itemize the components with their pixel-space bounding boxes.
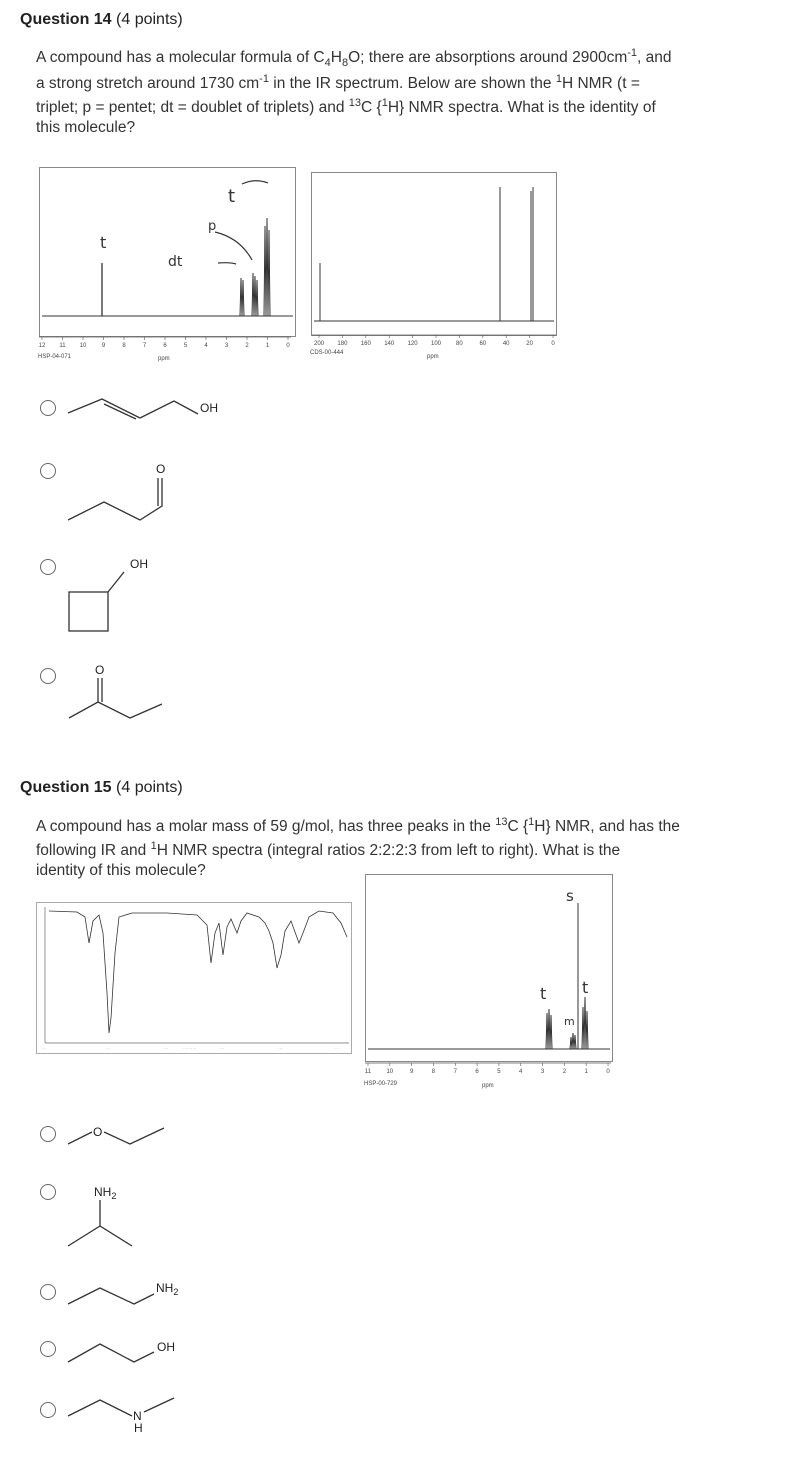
q14-hnmr-tick-label: 2 <box>245 343 249 349</box>
annotation-dt: dt <box>168 254 183 270</box>
annotation-arrow-p <box>215 232 252 260</box>
q14-cnmr-tick-label: 60 <box>479 341 487 347</box>
q14-cnmr-xlabel: ppm <box>427 354 439 360</box>
peaks-alkyl <box>240 218 270 316</box>
q14-cnmr-tick-label: 100 <box>430 341 442 347</box>
annotation-p: p <box>208 219 217 234</box>
ir-trace <box>49 911 347 1033</box>
q14-cnmr-ticks <box>314 335 555 347</box>
q15-prompt: A compound has a molar mass of 59 g/mol, has three peaks in the $^{13}$C {$^1$H} NMR, and has the following IR and $^1$H NMR spectra (integral ratios 2:2:2:3 from left to right). What is the identity of this molecule? <box>36 815 680 879</box>
q14-title: Question 14 (4 points) <box>20 11 183 28</box>
q14-hnmr-ticks <box>39 337 291 349</box>
q15-hnmr-tick-label: 3 <box>540 1069 545 1075</box>
q14-hnmr-tick-label: 6 <box>163 343 167 349</box>
q14-hnmr-plot <box>40 168 295 336</box>
svg-text:····: ···· <box>163 1046 169 1051</box>
q14-hnmr-tick-label: 4 <box>204 343 208 349</box>
svg-text:····: ···· <box>219 1046 225 1051</box>
q15-hnmr-tick-label: 7 <box>453 1069 457 1075</box>
q15-ir-plot <box>37 903 351 1053</box>
q14-cnmr-tick-label: 0 <box>551 341 555 347</box>
q15-option-1-structure <box>62 1116 182 1156</box>
amine-n-label: N <box>133 1409 142 1423</box>
q14-hnmr-tick-label: 5 <box>183 343 188 349</box>
q15-option-4-radio[interactable] <box>40 1341 56 1357</box>
q15-hnmr-tick-label: 9 <box>409 1069 414 1075</box>
annotation-arrow-t <box>242 181 268 184</box>
q15-hnmr-tick-label: 2 <box>562 1069 567 1075</box>
q15-option-2-radio[interactable] <box>40 1184 56 1200</box>
q15-hnmr-tick-label: 5 <box>497 1069 501 1075</box>
q14-cnmr-tick-label: 40 <box>502 341 510 347</box>
annotation-t-2: t <box>228 186 236 207</box>
hydroxyl-label: OH <box>200 401 218 415</box>
q14-hnmr-tick-label: 0 <box>286 343 290 349</box>
q14-cnmr-tick-label: 120 <box>407 341 418 347</box>
carbonyl-oxygen-label: O <box>156 462 166 476</box>
q14-cnmr-tick-label: 20 <box>526 341 533 347</box>
amine-label: $NH_2$ <box>94 1185 117 1201</box>
svg-text:··········: ·········· <box>183 1046 197 1051</box>
q14-hnmr-tick-label: 1 <box>265 343 270 349</box>
svg-text:····: ···· <box>105 1046 111 1051</box>
q15-hnmr-spectrum <box>365 874 613 1062</box>
q15-title: Question 15 (4 points) <box>20 779 183 796</box>
hydroxyl-label: OH <box>130 557 148 571</box>
q15-hnmr-xlabel: ppm <box>482 1083 494 1089</box>
q14-cnmr-axis <box>309 334 559 364</box>
q14-cnmr-tick-label: 160 <box>360 341 371 347</box>
q14-hnmr-tick-label: 10 <box>79 343 87 349</box>
ether-oxygen-label: O <box>93 1125 103 1139</box>
peak-triplet-1 <box>546 1009 552 1049</box>
q14-option-3-structure <box>62 552 182 642</box>
q14-hnmr-tick-label: 9 <box>101 343 106 349</box>
q15-hnmr-tick-label: 0 <box>606 1069 610 1075</box>
q15-option-5-structure <box>62 1388 192 1448</box>
q14-hnmr-axis <box>36 336 296 366</box>
ir-axis-ticks <box>41 1046 339 1051</box>
q14-hnmr-code: HSP-04-071 <box>38 354 72 360</box>
annotation-t-1: t <box>540 984 547 1003</box>
q14-option-2-radio[interactable] <box>40 463 56 479</box>
q14-cnmr-tick-label: 200 <box>313 341 325 347</box>
peak-triplet-2 <box>582 997 588 1049</box>
q14-cnmr-plot <box>312 173 556 335</box>
q15-option-3-structure <box>62 1274 192 1314</box>
q14-hnmr-spectrum <box>39 167 296 337</box>
amine-h-label: H <box>134 1421 143 1435</box>
annotation-t-1: t <box>100 233 107 252</box>
q14-option-2-structure <box>62 458 182 528</box>
q14-hnmr-tick-label: 8 <box>122 343 126 349</box>
q15-option-4-structure <box>62 1332 192 1372</box>
q15-ir-spectrum <box>36 902 352 1054</box>
q14-hnmr-xlabel: ppm <box>158 356 170 362</box>
amine-label: $NH_2$ <box>156 1281 179 1297</box>
q14-cnmr-code: CDS-00-444 <box>310 350 344 356</box>
q15-hnmr-tick-label: 10 <box>386 1069 394 1075</box>
svg-text:····: ···· <box>41 1046 47 1051</box>
q14-cnmr-tick-label: 80 <box>456 341 463 347</box>
q15-option-5-radio[interactable] <box>40 1402 56 1418</box>
annotation-m: m <box>564 1015 575 1028</box>
svg-text:····: ···· <box>277 1046 283 1051</box>
q14-option-4-radio[interactable] <box>40 668 56 684</box>
q14-hnmr-tick-label: 11 <box>59 343 66 349</box>
q15-option-3-radio[interactable] <box>40 1284 56 1300</box>
annotation-arrow-dt <box>218 263 236 264</box>
hydroxyl-label: OH <box>157 1340 175 1354</box>
q15-option-2-structure <box>62 1180 182 1255</box>
carbonyl-oxygen-label: O <box>95 663 105 677</box>
q14-hnmr-tick-label: 3 <box>224 343 229 349</box>
q14-option-1-radio[interactable] <box>40 400 56 416</box>
q14-cnmr-spectrum <box>311 172 557 336</box>
q15-hnmr-plot <box>366 875 612 1061</box>
q15-hnmr-tick-label: 8 <box>431 1069 436 1075</box>
q15-hnmr-tick-label: 1 <box>584 1069 588 1075</box>
q15-hnmr-axis <box>362 1062 614 1092</box>
q14-cnmr-tick-label: 140 <box>384 341 395 347</box>
q14-option-4-structure <box>62 660 182 730</box>
svg-text:···: ··· <box>335 1046 339 1051</box>
q15-hnmr-tick-label: 11 <box>364 1069 372 1075</box>
q15-option-1-radio[interactable] <box>40 1126 56 1142</box>
q14-option-3-radio[interactable] <box>40 559 56 575</box>
q15-hnmr-tick-label: 6 <box>475 1069 479 1075</box>
peak-multiplet <box>570 1033 576 1049</box>
q14-prompt: A compound has a molecular formula of $C_4H_8O$; there are absorptions around $2900cm^{-1}$, and a strong stretch around 1730 $cm^{-1}$ in the IR spectrum. Below are shown the $^1$H NMR (t = triplet; p = pentet; dt = doublet of triplets) and $^{13}$C {$^1$H} NMR spectra. What is the identity of this molecule? <box>36 46 672 136</box>
annotation-t-2: t <box>582 978 589 997</box>
q14-hnmr-tick-label: 12 <box>38 343 46 349</box>
q15-hnmr-code: HSP-00-729 <box>364 1081 398 1087</box>
q15-hnmr-ticks <box>365 1063 610 1075</box>
q14-cnmr-tick-label: 180 <box>337 341 348 347</box>
annotation-s: s <box>566 887 574 905</box>
q14-option-1-structure <box>62 388 232 438</box>
q14-hnmr-tick-label: 7 <box>142 343 147 349</box>
q15-hnmr-tick-label: 4 <box>519 1069 523 1075</box>
